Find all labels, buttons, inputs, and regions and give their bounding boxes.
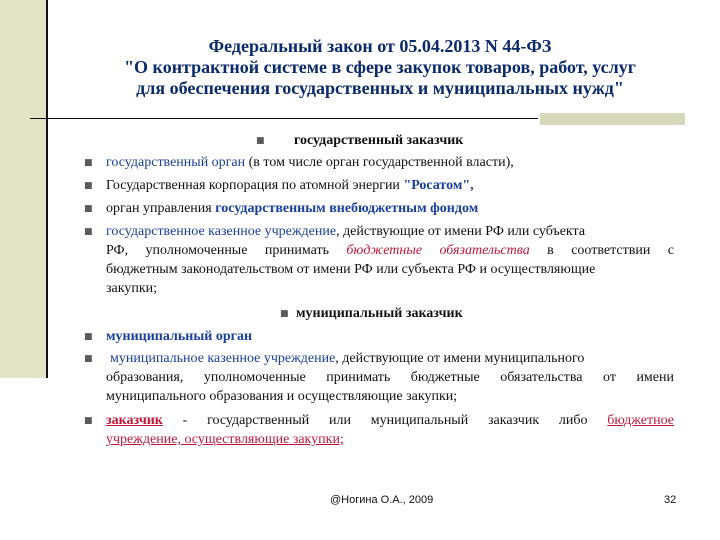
item-text: (в том числе орган государственной власти), <box>245 155 514 170</box>
term-extrabudgetary-fund: государственным внебюджетным фондом <box>215 201 479 216</box>
heading-state-customer: государственный заказчик <box>294 133 464 148</box>
square-bullet-icon: ■ <box>84 354 93 364</box>
page-number: 32 <box>664 494 677 506</box>
list-item-municipal-institution-line1 <box>110 350 678 368</box>
right-decorative-bar <box>540 113 685 125</box>
square-bullet-icon: ■ <box>84 332 93 342</box>
square-bullet-icon: ■ <box>84 227 93 237</box>
list-item-extrabudgetary-fund <box>106 200 674 218</box>
list-item-state-institution-line4: закупки; <box>106 281 158 296</box>
item-text: - государственный или муниципальный заказчик либо <box>162 413 608 428</box>
item-text: Государственная корпорация по атомной энергии <box>106 178 404 193</box>
square-bullet-icon: ■ <box>84 416 93 426</box>
footer-author: @Ногина О.А., 2009 <box>330 494 434 506</box>
title-line-3: для обеспечения государственных и муниципальных нужд" <box>136 78 624 98</box>
left-decorative-bar <box>0 0 48 378</box>
title-divider-line <box>30 118 538 119</box>
item-text: , действующие от имени муниципального <box>335 351 585 366</box>
term-customer: заказчик <box>106 413 163 428</box>
item-text: РФ, уполномоченные принимать <box>106 243 347 258</box>
list-item-municipal-institution-line2: образования, уполномоченные принимать бюджетные обязательства от имени <box>106 370 674 385</box>
term-budget-institution-cont: учреждение, осуществляющие закупки; <box>106 432 344 447</box>
term-budget-institution: бюджетное <box>607 413 674 428</box>
term-state-institution: государственное казенное учреждение <box>106 224 337 239</box>
term-municipal-institution: муниципальное казенное учреждение <box>110 351 336 366</box>
list-item-state-institution-line1 <box>106 223 674 241</box>
square-bullet-icon: ■ <box>256 136 265 146</box>
term-rosatom: "Росатом", <box>403 178 474 193</box>
item-text: орган управления <box>106 201 216 216</box>
list-item-customer-definition-line1 <box>106 412 674 430</box>
slide-title <box>60 36 700 99</box>
square-bullet-icon: ■ <box>280 309 289 319</box>
list-item-state-institution-line2 <box>106 242 674 260</box>
list-item-municipal-institution-line3: муниципального образования и осуществляющие закупки; <box>106 389 458 404</box>
list-item-municipal-organ: муниципальный орган <box>106 329 253 344</box>
heading-municipal-customer: муниципальный заказчик <box>296 306 463 321</box>
list-item-customer-definition-line2 <box>106 431 674 449</box>
term-budget-obligations: бюджетные обязательства <box>346 243 530 258</box>
square-bullet-icon: ■ <box>84 158 93 168</box>
title-line-1: Федеральный закон от 05.04.2013 N 44-ФЗ <box>208 36 552 56</box>
list-item-state-institution-line3: бюджетным законодательством от имени РФ или субъекта РФ и осуществляющие <box>106 262 596 277</box>
item-text: в соответствии с <box>529 243 674 258</box>
square-bullet-icon: ■ <box>84 181 93 191</box>
square-bullet-icon: ■ <box>84 204 93 214</box>
title-line-2: "О контрактной системе в сфере закупок товаров, работ, услуг <box>124 57 636 77</box>
item-text: , действующие от имени РФ или субъекта <box>336 224 586 239</box>
term-state-organ: государственный орган <box>106 155 246 170</box>
list-item-state-organ <box>106 154 674 172</box>
list-item-rosatom <box>106 177 674 195</box>
